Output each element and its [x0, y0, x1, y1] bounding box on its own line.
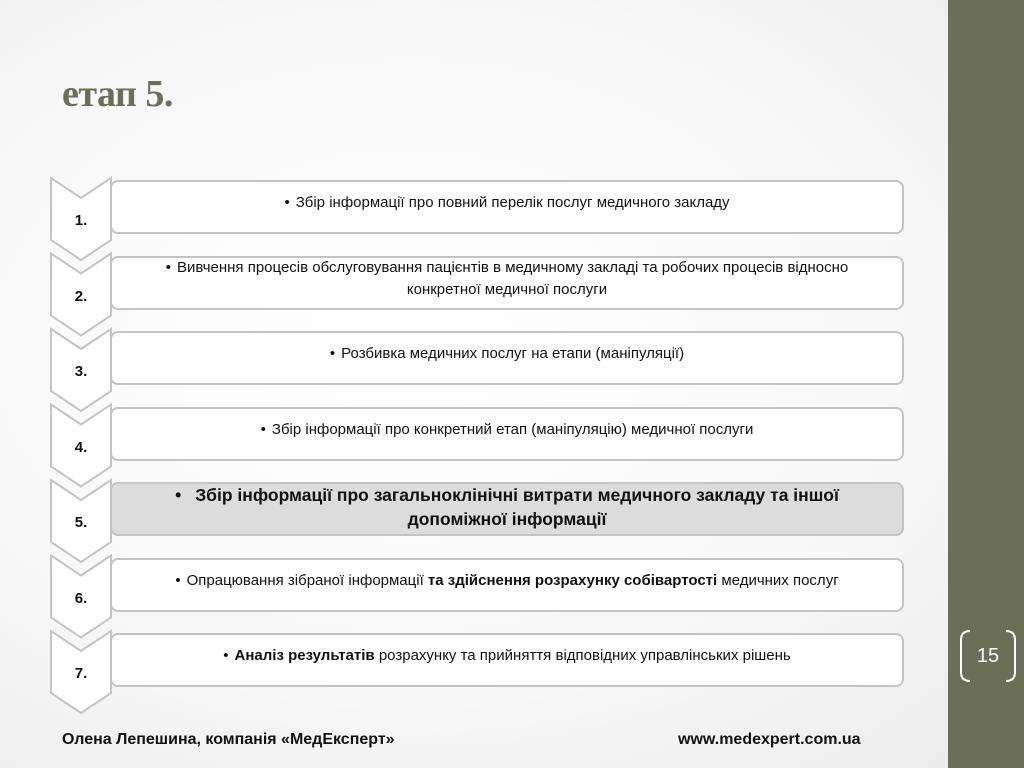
bullet-icon: • — [284, 194, 290, 211]
step-box — [110, 482, 904, 536]
step-number: 1. — [74, 212, 88, 229]
step-number: 4. — [74, 438, 88, 456]
slide-title: етап 5. — [62, 73, 173, 115]
step-text-part: розрахунку та прийняття відповідних управлінських рішень — [374, 647, 791, 664]
bullet-icon: • — [329, 345, 336, 362]
bullet-icon: • — [165, 258, 172, 276]
step-box — [110, 331, 904, 385]
step-number: 3. — [74, 363, 88, 380]
step-text — [175, 570, 838, 592]
step-text — [261, 419, 754, 441]
step-box — [110, 256, 904, 310]
step-text-bold: Збір інформації про загальноклінічні витрати медичного закладу та іншої допоміжної інформації — [195, 485, 839, 529]
step-text — [223, 645, 791, 667]
step-text-part: Розбивка медичних послуг на етапи (маніпуляції) — [341, 345, 685, 362]
step-text — [330, 343, 684, 365]
step-text — [136, 257, 878, 301]
step-text-part: Вивчення процесів обслуговування пацієнтів в медичному закладі та робочих процесів відносно конкретної медичної послуги — [177, 258, 849, 298]
step-number: 5. — [74, 514, 88, 531]
step-text-bold: та здійснення розрахунку собівартості — [427, 571, 718, 589]
step-number: 6. — [74, 589, 88, 607]
step-text-part: Збір інформації про конкретний етап (маніпуляцію) медичної послуги — [271, 420, 754, 438]
step-text — [284, 192, 729, 214]
step-text-part: Опрацювання зібраної інформації — [186, 571, 428, 589]
bullet-icon: • — [175, 485, 182, 505]
step-text — [136, 483, 878, 531]
step-number: 2. — [74, 287, 88, 305]
bullet-icon: • — [175, 571, 181, 589]
step-box — [110, 180, 904, 234]
footer-website[interactable]: www.medexpert.com.ua — [678, 731, 861, 748]
step-number: 7. — [74, 665, 88, 682]
footer-author: Олена Лепешина, компанія «МедЕксперт» — [62, 731, 395, 748]
bullet-icon: • — [223, 647, 229, 664]
step-text-part: медичних послуг — [717, 571, 839, 589]
step-box — [110, 633, 904, 687]
step-box — [110, 407, 904, 461]
page-number: 15 — [976, 645, 1000, 667]
step-box — [110, 558, 904, 612]
step-text-part: Збір інформації про повний перелік послуг медичного закладу — [295, 194, 730, 211]
step-text-bold: Аналіз результатів — [234, 647, 375, 664]
bullet-icon: • — [260, 420, 266, 438]
